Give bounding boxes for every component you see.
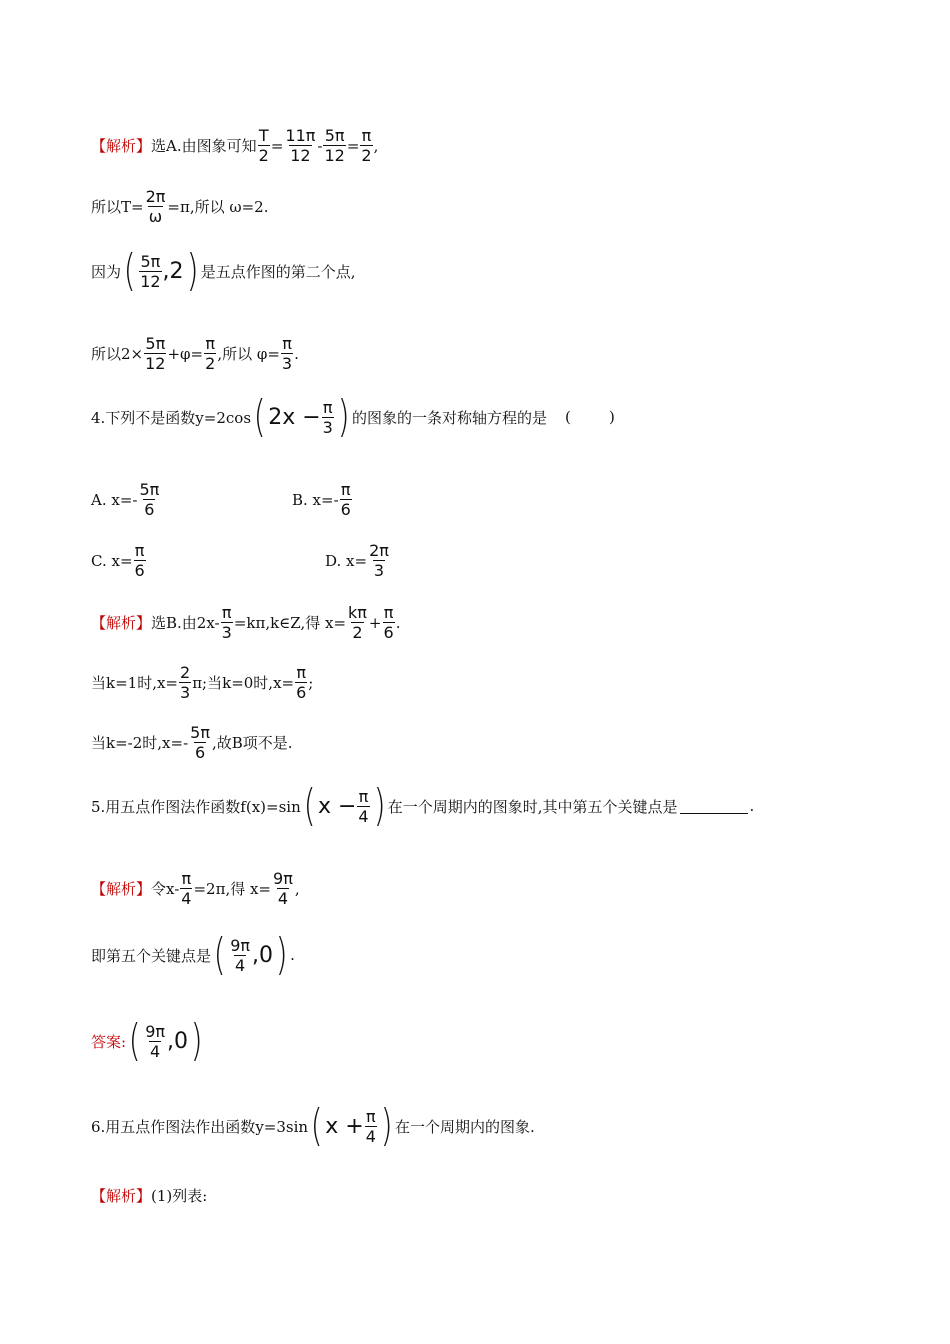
solution-5-line-1: 【解析】 令x- $\frac{\pi}{4}$ =2π,得 x= $\frac{9\pi}{4}$ ,	[91, 869, 300, 908]
fraction: $\frac{\pi}{4}$	[181, 869, 192, 908]
fraction: $\frac{2\pi}{\omega}$	[145, 187, 166, 226]
fraction: $\frac{9\pi}{4}$	[145, 1021, 166, 1061]
option-c: C. x= $\frac{\pi}{6}$	[91, 541, 145, 580]
solution-6-line-1: 【解析】 (1)列表:	[91, 1187, 208, 1205]
solution-3-line-4: 所以2× $\frac{5\pi}{12}$ +φ= $\frac{\pi}{2}$ ,所以 φ= $\frac{\pi}{3}$ .	[91, 334, 299, 373]
fraction: $\frac{5\pi}{12}$	[145, 334, 166, 373]
fraction: $\frac{5\pi}{12}$	[140, 251, 161, 291]
answer-label: 答案:	[91, 1032, 127, 1051]
left-paren: (	[303, 780, 316, 831]
fraction: $\frac{5\pi}{6}$	[190, 723, 210, 762]
answer-parentheses: ( )	[565, 408, 615, 426]
right-paren: )	[373, 780, 386, 831]
solution-4-line-1: 【解析】 选B.由2x- $\frac{\pi}{3}$ =kπ,k∈Z,得 x= $\frac{k\pi}{2}$ + $\frac{\pi}{6}$ .	[91, 603, 401, 642]
left-paren: (	[213, 929, 226, 980]
fraction: $\frac{5\pi}{6}$	[139, 480, 160, 519]
right-paren: )	[275, 929, 288, 980]
fraction: $\frac{9\pi}{4}$	[273, 869, 293, 908]
right-paren: )	[186, 245, 199, 296]
question-5: 5.用五点作图法作函数f(x)=sin ( x − $\frac{\pi}{4}$ ) 在一个周期内的图象时,其中第五个关键点是 .	[91, 780, 755, 831]
fraction: $\frac{11\pi}{12}$	[285, 126, 316, 165]
right-paren: )	[337, 391, 350, 442]
fraction: $\frac{\pi}{6}$	[296, 663, 307, 702]
analysis-tag: 【解析】	[91, 880, 152, 898]
right-paren: )	[190, 1015, 203, 1066]
analysis-tag: 【解析】	[91, 614, 152, 632]
right-paren: )	[380, 1100, 393, 1151]
left-paren: (	[123, 245, 136, 296]
fraction: $\frac{\pi}{3}$	[322, 397, 333, 437]
fraction: $\frac{k\pi}{2}$	[348, 603, 367, 642]
left-paren: (	[128, 1015, 141, 1066]
fraction: $\frac{T}{2}$	[258, 126, 269, 165]
analysis-tag: 【解析】	[91, 137, 152, 155]
solution-4-line-3: 当k=-2时,x=- $\frac{5\pi}{6}$ ,故B项不是.	[91, 723, 293, 762]
fraction: $\frac{\pi}{3}$	[281, 334, 293, 373]
question-4: 4.下列不是函数y=2cos ( 2x − $\frac{\pi}{3}$ ) 的图象的一条对称轴方程的是 ( )	[91, 391, 615, 442]
fraction: $\frac{\pi}{6}$	[134, 541, 145, 580]
fraction: $\frac{\pi}{6}$	[383, 603, 394, 642]
fraction: $\frac{\pi}{2}$	[361, 126, 372, 165]
solution-3-line-1: 【解析】 选A.由图象可知 $\frac{T}{2}$ = $\frac{11\pi}{12}$ - $\frac{5\pi}{12}$ = $\frac{\pi}{2}$ ,	[91, 126, 379, 165]
option-a: A. x=- $\frac{5\pi}{6}$	[91, 480, 160, 519]
fraction: $\frac{\pi}{2}$	[205, 334, 216, 373]
fraction: $\frac{5\pi}{12}$	[324, 126, 345, 165]
fraction: $\frac{2\pi}{3}$	[369, 541, 389, 580]
fraction: $\frac{2}{3}$	[180, 663, 191, 702]
fraction: $\frac{9\pi}{4}$	[230, 935, 250, 975]
left-paren: (	[310, 1100, 323, 1151]
left-paren: (	[253, 391, 266, 442]
fraction: $\frac{\pi}{3}$	[221, 603, 232, 642]
solution-5-line-2: 即第五个关键点是 ( $\frac{9\pi}{4}$ ,0 ) .	[91, 929, 295, 980]
option-b: B. x=- $\frac{\pi}{6}$	[292, 480, 351, 519]
solution-3-line-2: 所以T= $\frac{2\pi}{\omega}$ =π,所以 ω=2.	[91, 187, 269, 226]
question-6: 6.用五点作图法作出函数y=3sin ( x + $\frac{\pi}{4}$ ) 在一个周期内的图象.	[91, 1100, 535, 1151]
fraction: $\frac{\pi}{4}$	[365, 1106, 376, 1146]
answer-5: 答案: ( $\frac{9\pi}{4}$ ,0 )	[91, 1015, 203, 1066]
analysis-tag: 【解析】	[91, 1187, 152, 1205]
solution-4-line-2: 当k=1时,x= $\frac{2}{3}$ π;当k=0时,x= $\frac{\pi}{6}$ ;	[91, 663, 314, 702]
answer-blank	[680, 799, 748, 814]
option-d: D. x= $\frac{2\pi}{3}$	[325, 541, 389, 580]
fraction: $\frac{\pi}{4}$	[358, 786, 369, 826]
fraction: $\frac{\pi}{6}$	[340, 480, 351, 519]
solution-3-line-3: 因为 ( $\frac{5\pi}{12}$ ,2 ) 是五点作图的第二个点,	[91, 245, 356, 296]
